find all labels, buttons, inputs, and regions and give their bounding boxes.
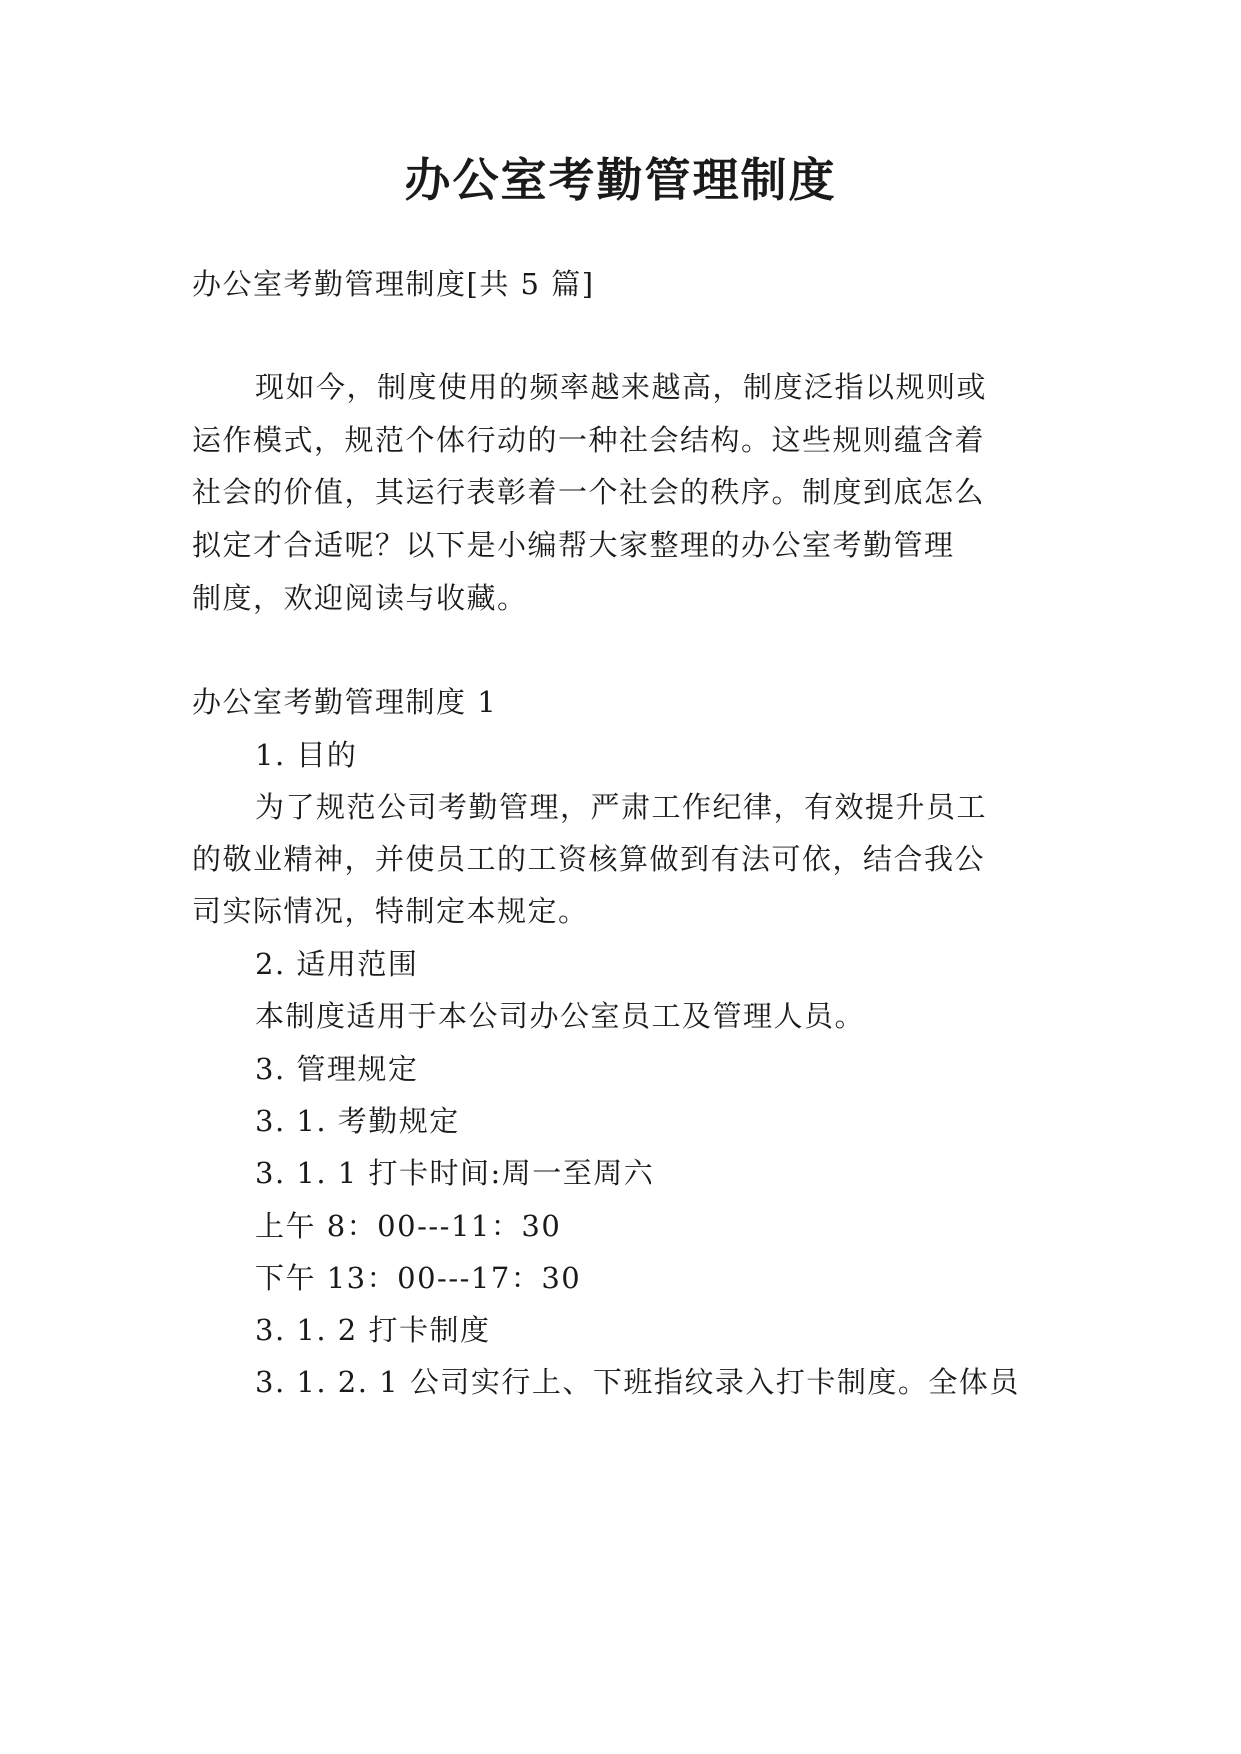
item2-heading: 2. 适用范围: [255, 947, 419, 981]
intro-line-3: 社会的价值，其运行表彰着一个社会的秩序。制度到底怎么: [192, 475, 986, 509]
item2-text: 本制度适用于本公司办公室员工及管理人员。: [255, 999, 866, 1033]
item3-1-heading: 3. 1. 考勤规定: [255, 1104, 460, 1138]
item1-line-3: 司实际情况，特制定本规定。: [192, 894, 589, 928]
item3-1-2-1-text: 3. 1. 2. 1 公司实行上、下班指纹录入打卡制度。全体员: [255, 1365, 1020, 1399]
morning-hours: 上午 8：00---11：30: [255, 1209, 562, 1243]
section-heading: 办公室考勤管理制度 1: [192, 685, 498, 719]
intro-line-1: 现如今，制度使用的频率越来越高，制度泛指以规则或: [255, 370, 988, 404]
item1-line-2: 的敬业精神，并使员工的工资核算做到有法可依，结合我公: [192, 842, 986, 876]
item3-heading: 3. 管理规定: [255, 1052, 419, 1086]
afternoon-hours: 下午 13：00---17：30: [255, 1261, 582, 1295]
intro-line-2: 运作模式，规范个体行动的一种社会结构。这些规则蕴含着: [192, 423, 986, 457]
intro-line-4: 拟定才合适呢？以下是小编帮大家整理的办公室考勤管理: [192, 528, 955, 562]
intro-line-5: 制度，欢迎阅读与收藏。: [192, 581, 528, 615]
item3-1-1-heading: 3. 1. 1 打卡时间:周一至周六: [255, 1156, 655, 1190]
item1-heading: 1. 目的: [255, 738, 358, 772]
item3-1-2-heading: 3. 1. 2 打卡制度: [255, 1313, 491, 1347]
document-subtitle: 办公室考勤管理制度[共 5 篇]: [192, 267, 595, 301]
item1-line-1: 为了规范公司考勤管理，严肃工作纪律，有效提升员工: [255, 790, 988, 824]
document-title: 办公室考勤管理制度: [404, 153, 837, 207]
